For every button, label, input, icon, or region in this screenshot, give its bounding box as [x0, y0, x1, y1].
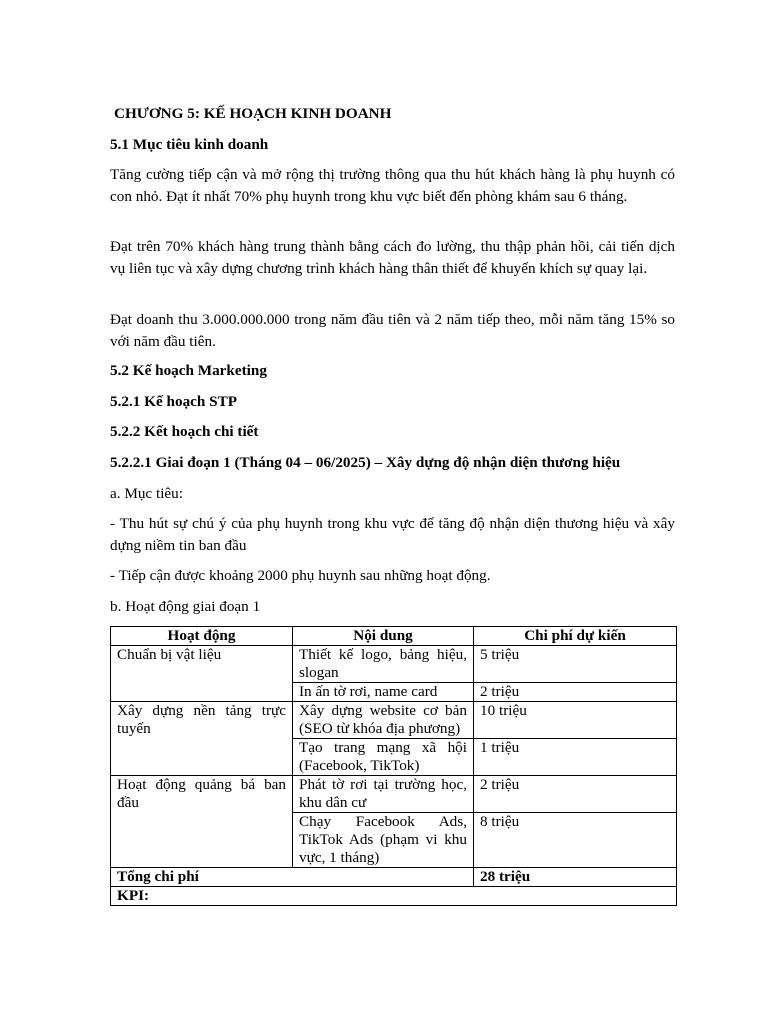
total-value: 28 triệu [474, 868, 677, 887]
content-cell: In ấn tờ rơi, name card [293, 683, 474, 702]
cost-cell: 5 triệu [474, 646, 677, 683]
paragraph-goal-3: Đạt doanh thu 3.000.000.000 trong năm đầu tiên và 2 năm tiếp theo, mỗi năm tăng 15% so với năm đầu tiên. [110, 311, 675, 350]
total-label: Tổng chi phí [111, 868, 474, 887]
total-row [111, 868, 677, 887]
section-heading-5-1: 5.1 Mục tiêu kinh doanh [110, 136, 269, 153]
table-row [111, 646, 677, 683]
table-row [111, 702, 677, 739]
activities-label: b. Hoạt động giai đoạn 1 [110, 598, 261, 615]
content-cell: Tạo trang mạng xã hội (Facebook, TikTok) [293, 739, 474, 776]
cost-cell: 1 triệu [474, 739, 677, 776]
header-content: Nội dung [293, 627, 474, 646]
goal-item-2: - Tiếp cận được khoảng 2000 phụ huynh sau những hoạt động. [110, 567, 491, 584]
section-heading-5-2-2-1: 5.2.2.1 Giai đoạn 1 (Tháng 04 – 06/2025) – Xây dựng độ nhận diện thương hiệu [110, 454, 621, 471]
content-cell: Phát tờ rơi tại trường học, khu dân cư [293, 776, 474, 813]
content-cell: Chạy Facebook Ads, TikTok Ads (phạm vi khu vực, 1 tháng) [293, 813, 474, 868]
cost-cell: 10 triệu [474, 702, 677, 739]
goal-label: a. Mục tiêu: [110, 485, 183, 502]
activity-cell: Chuẩn bị vật liệu [111, 646, 293, 702]
chapter-title: CHƯƠNG 5: KẾ HOẠCH KINH DOANH [114, 105, 392, 122]
section-heading-5-2-2: 5.2.2 Kết hoạch chi tiết [110, 423, 259, 440]
paragraph-goal-2: Đạt trên 70% khách hàng trung thành bằng cách đo lường, thu thập phản hồi, cải tiến dịch vụ liên tục và xây dựng chương trình khách hàng thân thiết để khuyến khích sự quay lại. [110, 238, 675, 277]
content-cell: Thiết kế logo, bảng hiệu, slogan [293, 646, 474, 683]
section-heading-5-2: 5.2 Kế hoạch Marketing [110, 362, 267, 379]
paragraph-goal-1: Tăng cường tiếp cận và mở rộng thị trường thông qua thu hút khách hàng là phụ huynh có con nhỏ. Đạt ít nhất 70% phụ huynh trong khu vực biết đến phòng khám sau 6 tháng. [110, 166, 675, 205]
content-cell: Xây dựng website cơ bản (SEO từ khóa địa phương) [293, 702, 474, 739]
kpi-label: KPI: [111, 887, 677, 906]
activity-cell: Hoạt động quảng bá ban đầu [111, 776, 293, 868]
activity-cost-table [110, 626, 677, 906]
header-cost: Chi phí dự kiến [474, 627, 677, 646]
table-row [111, 776, 677, 813]
header-activity: Hoạt động [111, 627, 293, 646]
table-header-row [111, 627, 677, 646]
section-heading-5-2-1: 5.2.1 Kế hoạch STP [110, 393, 237, 410]
cost-cell: 8 triệu [474, 813, 677, 868]
cost-cell: 2 triệu [474, 776, 677, 813]
cost-cell: 2 triệu [474, 683, 677, 702]
goal-item-1: - Thu hút sự chú ý của phụ huynh trong khu vực để tăng độ nhận diện thương hiệu và xây dựng niềm tin ban đầu [110, 515, 675, 554]
activity-cell: Xây dựng nền tảng trực tuyến [111, 702, 293, 776]
kpi-row [111, 887, 677, 906]
